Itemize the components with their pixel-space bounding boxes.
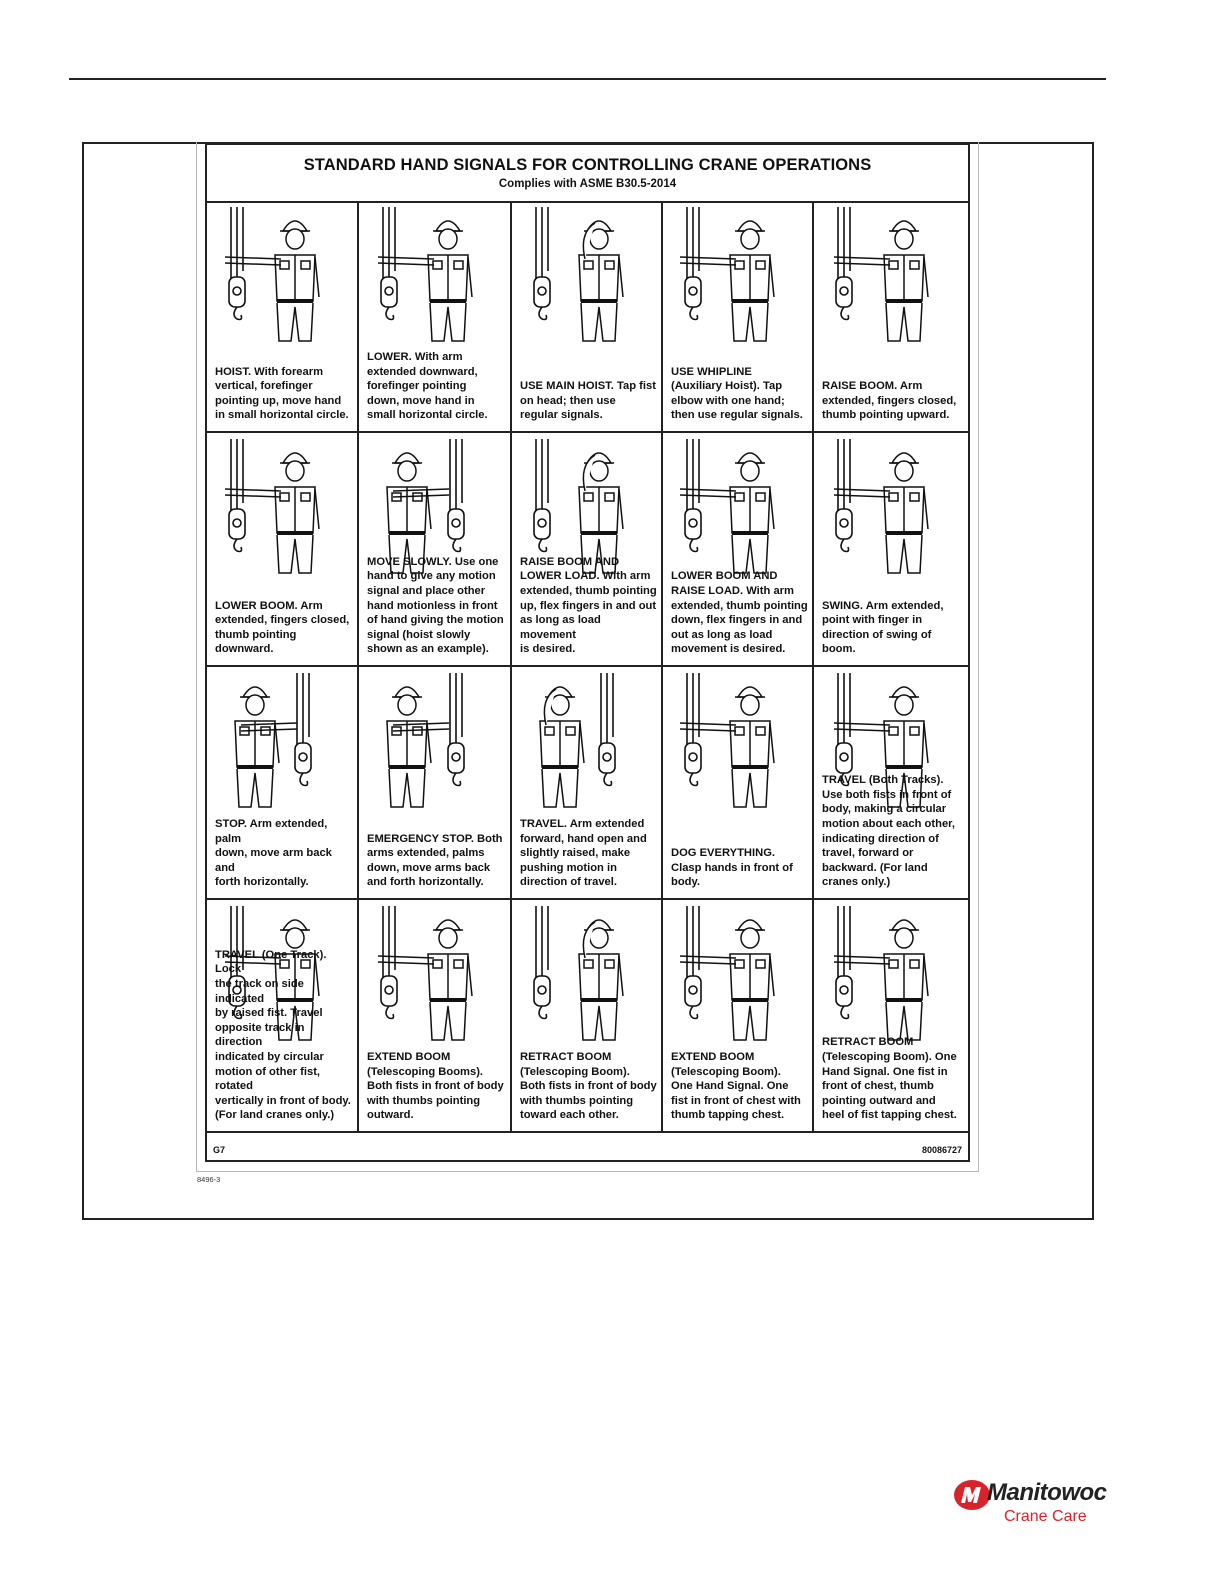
figure-id: 8496-3 bbox=[197, 1175, 221, 1184]
signal-cell bbox=[663, 433, 814, 667]
chart-footer bbox=[207, 1138, 968, 1160]
signal-caption: EMERGENCY STOP. Both arms extended, palms down, move arms back and forth horizontally. bbox=[367, 832, 503, 889]
signal-caption: EXTEND BOOM (Telescoping Boom). One Hand Signal. One fist in front of chest with thumb tapping chest. bbox=[671, 1051, 801, 1122]
signal-cell bbox=[663, 900, 814, 1133]
signal-illustration bbox=[663, 900, 814, 1050]
signal-illustration bbox=[512, 201, 663, 351]
chart-subtitle: Complies with ASME B30.5-2014 bbox=[498, 178, 677, 190]
hook-block-icon bbox=[599, 673, 615, 786]
logo-tagline: Crane Care bbox=[1004, 1508, 1087, 1525]
signal-cell bbox=[814, 667, 968, 900]
hook-block-icon bbox=[295, 673, 311, 786]
signal-caption: USE MAIN HOIST. Tap fist on head; then use regular signals. bbox=[520, 380, 656, 422]
operator-figure-icon bbox=[579, 920, 623, 1040]
signal-caption: USE WHIPLINE (Auxiliary Hoist). Tap elbow with one hand; then use regular signals. bbox=[671, 365, 803, 422]
signal-caption: HOIST. With forearm vertical, forefinger pointing up, move hand in small horizontal circle. bbox=[215, 365, 349, 422]
signal-cell bbox=[663, 667, 814, 900]
signal-cell bbox=[814, 201, 968, 433]
signal-cell bbox=[359, 900, 512, 1133]
signal-illustration bbox=[814, 201, 968, 351]
signal-illustration bbox=[207, 201, 359, 351]
signal-cell bbox=[512, 201, 663, 433]
hook-block-icon bbox=[534, 906, 550, 1019]
signal-cell bbox=[207, 900, 359, 1133]
signal-cell bbox=[814, 433, 968, 667]
signal-caption: LOWER BOOM. Arm extended, fingers closed, thumb pointing downward. bbox=[215, 599, 350, 656]
chart-code: G7 bbox=[213, 1145, 226, 1155]
signal-cell bbox=[512, 667, 663, 900]
header-rule bbox=[69, 78, 1106, 80]
signal-caption: RETRACT BOOM (Telescoping Boom). Both fists in front of body with thumbs pointing toward each other. bbox=[520, 1051, 657, 1122]
chart-part-number: 80086727 bbox=[921, 1145, 962, 1155]
signal-illustration bbox=[359, 201, 512, 351]
operator-figure-icon bbox=[235, 687, 297, 807]
signal-caption: TRAVEL (Both Tracks). Use both fists in front of body, making a circular motion about each other, indicating direction of travel, forward or backward. (For land cranes only.) bbox=[822, 774, 956, 889]
signal-illustration bbox=[814, 900, 968, 1050]
signal-illustration bbox=[663, 667, 814, 817]
signal-caption: LOWER BOOM AND RAISE LOAD. With arm extended, thumb pointing down, flex fingers in and out as long as load movement is desired. bbox=[671, 570, 808, 656]
signal-caption: DOG EVERYTHING. Clasp hands in front of body. bbox=[671, 847, 793, 889]
manitowoc-m-icon bbox=[952, 1478, 992, 1512]
manitowoc-logo bbox=[952, 1476, 1112, 1528]
signal-caption: STOP. Arm extended, palm down, move arm back and forth horizontally. bbox=[215, 818, 332, 889]
logo-wordmark: Manitowoc bbox=[987, 1479, 1107, 1506]
chart-title: STANDARD HAND SIGNALS FOR CONTROLLING CRANE OPERATIONS bbox=[303, 156, 872, 174]
signal-caption: SWING. Arm extended, point with finger in direction of swing of boom. bbox=[822, 599, 944, 656]
signal-cell bbox=[359, 201, 512, 433]
signal-illustration bbox=[359, 667, 512, 817]
signal-caption: RAISE BOOM AND LOWER LOAD. With arm extended, thumb pointing up, flex fingers in and out as long as load movement is desired. bbox=[520, 555, 657, 656]
operator-figure-icon bbox=[387, 687, 449, 807]
signal-caption: TRAVEL (One Track). Lock the track on side indicated by raised fist. Travel opposite track in direction indicated by circular motion of other fist, rotated vertically in front of body. (For land cranes only.) bbox=[215, 948, 351, 1122]
signal-cell bbox=[207, 667, 359, 900]
hook-block-icon bbox=[534, 207, 550, 320]
operator-figure-icon bbox=[540, 687, 584, 807]
signal-cell bbox=[207, 433, 359, 667]
signal-caption: MOVE SLOWLY. Use one hand to give any motion signal and place other hand motionless in front of hand giving the motion signal (hoist slowly shown as an example). bbox=[367, 555, 504, 656]
signal-illustration bbox=[814, 433, 968, 583]
signal-cell bbox=[512, 900, 663, 1133]
signal-illustration bbox=[207, 667, 359, 817]
signal-caption: LOWER. With arm extended downward, forefinger pointing down, move hand in small horizontal circle. bbox=[367, 351, 488, 422]
signal-cell bbox=[663, 201, 814, 433]
signal-caption: RETRACT BOOM (Telescoping Boom). One Hand Signal. One fist in front of chest, thumb pointing outward and heel of fist tapping chest. bbox=[822, 1036, 957, 1122]
hook-block-icon bbox=[448, 439, 464, 552]
signal-caption: RAISE BOOM. Arm extended, fingers closed, thumb pointing upward. bbox=[822, 380, 957, 422]
signal-cell bbox=[207, 201, 359, 433]
signal-illustration bbox=[359, 900, 512, 1050]
signal-cell bbox=[359, 667, 512, 900]
signal-cell bbox=[359, 433, 512, 667]
operator-figure-icon bbox=[579, 221, 623, 341]
hook-block-icon bbox=[448, 673, 464, 786]
signal-caption: EXTEND BOOM (Telescoping Booms). Both fists in front of body with thumbs pointing outward. bbox=[367, 1051, 504, 1122]
signal-illustration bbox=[207, 433, 359, 583]
hook-block-icon bbox=[534, 439, 550, 552]
hand-signal-chart bbox=[205, 143, 970, 1162]
signal-illustration bbox=[512, 900, 663, 1050]
chart-header bbox=[207, 145, 968, 203]
signal-cell bbox=[512, 433, 663, 667]
signal-caption: TRAVEL. Arm extended forward, hand open and slightly raised, make pushing motion in direction of travel. bbox=[520, 818, 647, 889]
signal-illustration bbox=[512, 667, 663, 817]
signal-illustration bbox=[663, 433, 814, 583]
signal-cell bbox=[814, 900, 968, 1133]
signal-illustration bbox=[663, 201, 814, 351]
